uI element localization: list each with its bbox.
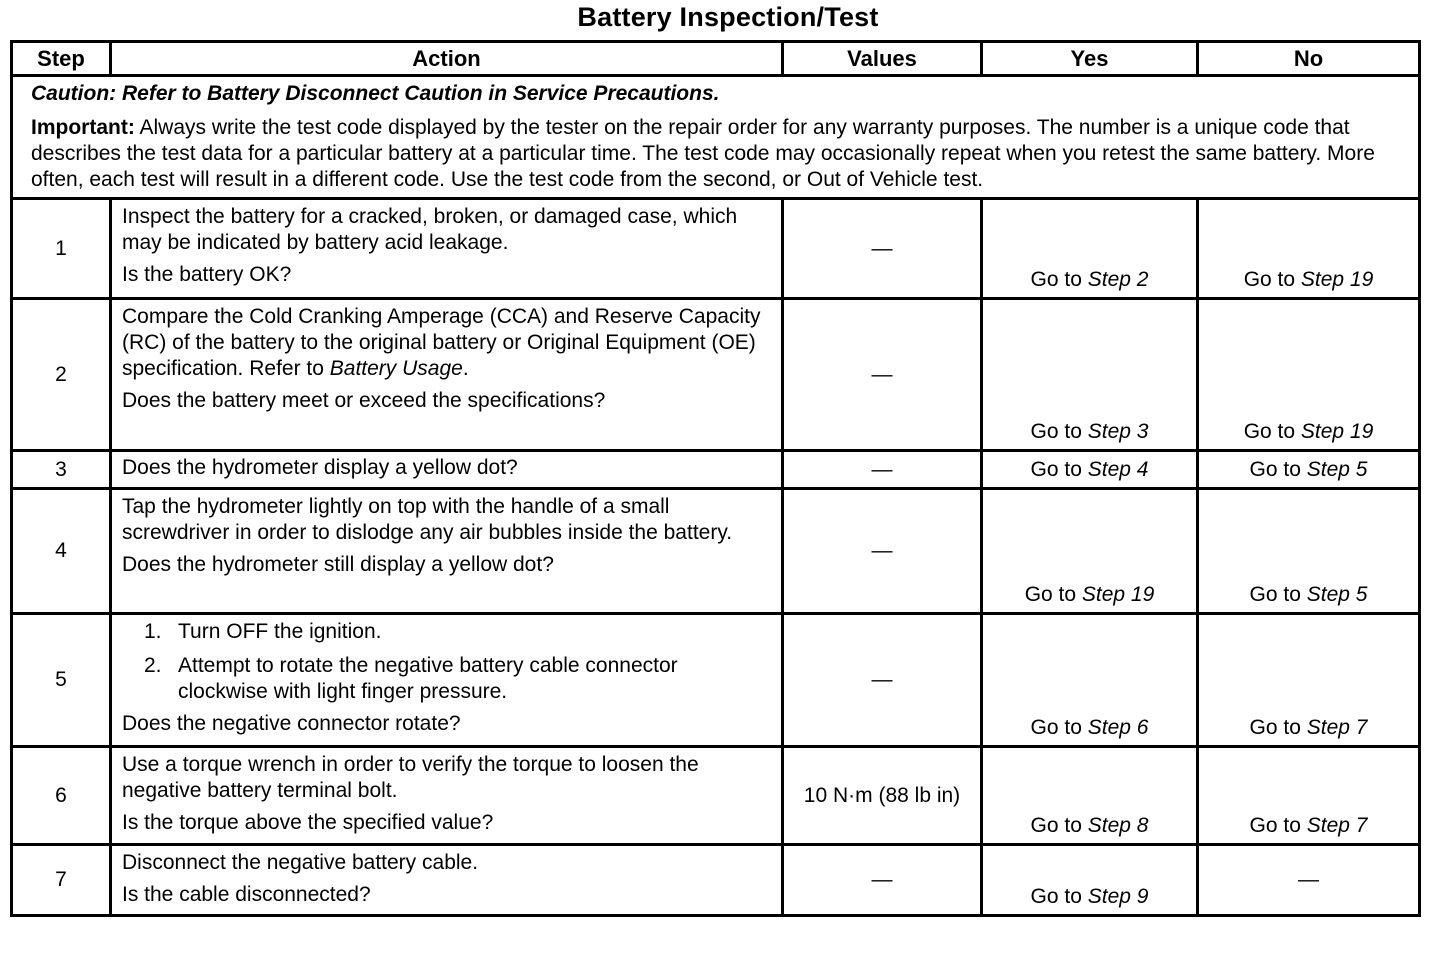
goto-label: Go to xyxy=(1030,457,1088,481)
question-text: Does the negative connector rotate? xyxy=(122,712,461,735)
value-cell: — xyxy=(783,299,982,451)
diagnostic-table xyxy=(10,40,1421,917)
yes-cell xyxy=(982,299,1198,451)
action-cell xyxy=(111,845,783,916)
value-cell: — xyxy=(783,614,982,747)
step-number: 3 xyxy=(12,451,111,489)
action-cell xyxy=(111,747,783,845)
yes-cell xyxy=(982,845,1198,916)
important-text xyxy=(31,115,1404,193)
step-number: 7 xyxy=(12,845,111,916)
header-action: Action xyxy=(111,42,783,76)
goto-label: Go to xyxy=(1243,420,1301,443)
action-cell xyxy=(111,299,783,451)
no-step-link: Step 7 xyxy=(1306,814,1368,837)
goto-label: Go to xyxy=(1030,885,1088,908)
value-cell: — xyxy=(783,489,982,614)
action-body: Compare the Cold Cranking Amperage (CCA) and Reserve Capacity (RC) of the battery to the original battery or Original Equipment (OE) specification. Refer to xyxy=(122,305,761,380)
action-cell xyxy=(111,451,783,489)
action-text: Inspect the battery for a cracked, broken, or damaged case, which may be indicated by battery acid leakage. xyxy=(122,205,738,254)
question-text: Does the battery meet or exceed the specifications? xyxy=(122,389,606,412)
action-text: Disconnect the negative battery cable. xyxy=(122,851,479,874)
no-step-link: Step 7 xyxy=(1306,716,1368,739)
no-cell xyxy=(1198,299,1420,451)
table-row xyxy=(12,747,1420,845)
yes-step-link: Step 2 xyxy=(1087,268,1149,291)
header-yes: Yes xyxy=(982,42,1198,76)
list-item xyxy=(122,653,773,705)
value-cell: 10 N·m (88 lb in) xyxy=(783,747,982,845)
list-item-number: 1. xyxy=(144,620,162,643)
yes-cell xyxy=(982,489,1198,614)
yes-cell xyxy=(982,747,1198,845)
yes-step-link: Step 6 xyxy=(1087,716,1149,739)
no-step-link: Step 5 xyxy=(1306,583,1368,606)
goto-label: Go to xyxy=(1024,583,1082,606)
list-item-text: Attempt to rotate the negative battery cable connector clockwise with light finger pressure. xyxy=(178,654,678,703)
no-cell xyxy=(1198,451,1420,489)
question-text: Is the torque above the specified value? xyxy=(122,811,494,834)
question-text: Is the battery OK? xyxy=(122,263,292,286)
caution-text: Caution: Refer to Battery Disconnect Caution in Service Precautions. xyxy=(31,82,720,105)
no-step-link: Step 5 xyxy=(1306,457,1368,481)
list-item xyxy=(122,619,773,645)
action-text: Use a torque wrench in order to verify the torque to loosen the negative battery terminal bolt. xyxy=(122,753,699,802)
action-list xyxy=(122,619,773,705)
important-body: Always write the test code displayed by the tester on the repair order for any warranty purposes. The number is a unique code that describes the test data for a particular battery at a particular time. The test code may occasionally repeat when you retest the same battery. More often, each test will result in a different code. Use the test code from the second, or Out of Vehicle test. xyxy=(31,116,1375,191)
list-item-number: 2. xyxy=(144,654,162,677)
yes-step-link: Step 19 xyxy=(1081,583,1155,606)
yes-step-link: Step 4 xyxy=(1087,457,1149,481)
goto-label: Go to xyxy=(1030,268,1088,291)
header-step: Step xyxy=(12,42,111,76)
action-end: . xyxy=(462,357,469,380)
yes-step-link: Step 3 xyxy=(1087,420,1149,443)
step-number: 4 xyxy=(12,489,111,614)
goto-label: Go to xyxy=(1030,420,1088,443)
step-number: 1 xyxy=(12,199,111,299)
list-item-text: Turn OFF the ignition. xyxy=(178,620,382,643)
header-no: No xyxy=(1198,42,1420,76)
no-step-link: Step 19 xyxy=(1300,268,1374,291)
action-reference: Battery Usage xyxy=(329,357,463,380)
table-row xyxy=(12,299,1420,451)
yes-cell xyxy=(982,199,1198,299)
step-number: 2 xyxy=(12,299,111,451)
value-cell: — xyxy=(783,199,982,299)
table-row xyxy=(12,199,1420,299)
yes-cell xyxy=(982,614,1198,747)
table-row xyxy=(12,451,1420,489)
goto-label: Go to xyxy=(1249,583,1307,606)
goto-label: Go to xyxy=(1030,814,1088,837)
table-row xyxy=(12,489,1420,614)
no-cell xyxy=(1198,614,1420,747)
question-text: Is the cable disconnected? xyxy=(122,883,371,906)
no-cell xyxy=(1198,489,1420,614)
no-cell xyxy=(1198,747,1420,845)
no-cell: — xyxy=(1198,845,1420,916)
goto-label: Go to xyxy=(1030,716,1088,739)
note-cell xyxy=(12,76,1420,199)
step-number: 5 xyxy=(12,614,111,747)
no-step-link: Step 19 xyxy=(1300,420,1374,443)
action-cell xyxy=(111,614,783,747)
goto-label: Go to xyxy=(1249,457,1307,481)
step-number: 6 xyxy=(12,747,111,845)
yes-step-link: Step 9 xyxy=(1087,885,1149,908)
question-text: Does the hydrometer display a yellow dot? xyxy=(122,456,518,479)
action-cell xyxy=(111,199,783,299)
yes-step-link: Step 8 xyxy=(1087,814,1149,837)
action-cell xyxy=(111,489,783,614)
goto-label: Go to xyxy=(1249,716,1307,739)
action-text xyxy=(122,304,773,382)
important-label: Important: xyxy=(31,116,135,139)
goto-label: Go to xyxy=(1249,814,1307,837)
note-row xyxy=(12,76,1420,199)
table-row xyxy=(12,845,1420,916)
value-cell: — xyxy=(783,845,982,916)
header-row xyxy=(12,42,1420,76)
question-text: Does the hydrometer still display a yellow dot? xyxy=(122,553,554,576)
yes-cell xyxy=(982,451,1198,489)
action-text: Tap the hydrometer lightly on top with the handle of a small screwdriver in order to dislodge any air bubbles inside the battery. xyxy=(122,495,733,544)
page-title: Battery Inspection/Test xyxy=(577,2,879,32)
goto-label: Go to xyxy=(1243,268,1301,291)
header-values: Values xyxy=(783,42,982,76)
no-cell xyxy=(1198,199,1420,299)
table-row xyxy=(12,614,1420,747)
value-cell: — xyxy=(783,451,982,489)
